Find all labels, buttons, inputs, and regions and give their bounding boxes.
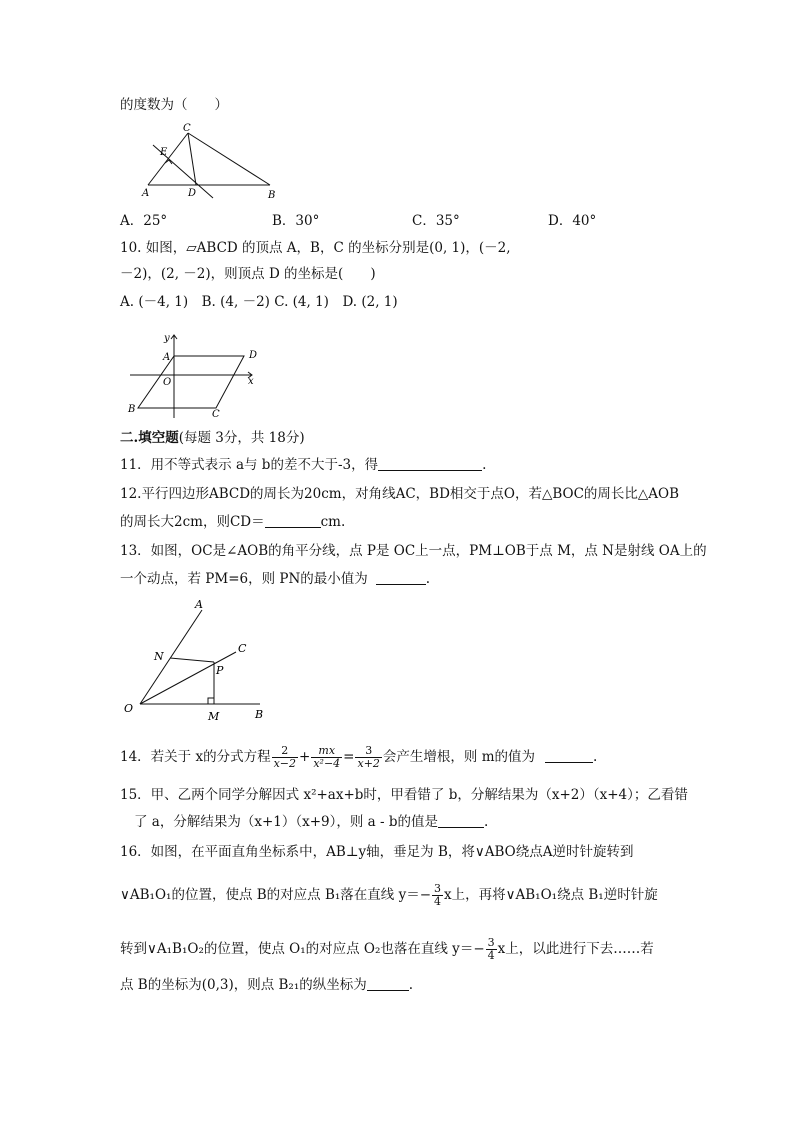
- q12-line2-text: 的周长大2cm，则CD＝: [120, 514, 265, 530]
- section2-title: 二.填空题: [120, 430, 179, 446]
- q13-line2: [120, 569, 430, 589]
- q13-label-m: M: [208, 710, 220, 723]
- q13-end: .: [425, 571, 431, 587]
- q14-f3-num: 3: [355, 745, 381, 758]
- q11-text: 11．用不等式表示 a与 b的差不大于-3，得: [120, 457, 379, 473]
- q9-choice-c[interactable]: C．35°: [412, 213, 460, 229]
- section2-note: (每题 3分，共 18分): [178, 430, 305, 446]
- q16-line2-text: ∨AB₁O₁的位置，使点 B的对应点 B₁落在直线 y＝−: [120, 887, 432, 903]
- q10-label-o: O: [163, 377, 172, 388]
- q16-frac2-num: 3: [487, 936, 495, 949]
- q13-label-p: P: [216, 664, 224, 677]
- q14-fraction-3: [355, 745, 381, 770]
- q16-line4: [120, 975, 413, 995]
- q10-label-x: x: [248, 376, 254, 387]
- q15-line1: 15．甲、乙两个同学分解因式 x²+ax+b时，甲看错了 b，分解结果为（x+2）（x+4）；乙看错: [120, 787, 688, 803]
- q10-label-c: C: [212, 409, 220, 420]
- q16-fraction-2: [486, 937, 497, 962]
- q16-end: .: [408, 977, 414, 993]
- q12-blank[interactable]: [265, 513, 321, 528]
- q15-line2: [134, 812, 488, 832]
- q16-line3: [120, 934, 654, 964]
- q13-label-b: B: [255, 708, 264, 721]
- q14-f1-den: x−2: [273, 757, 297, 770]
- q14-f1-num: 2: [272, 745, 298, 758]
- q13-figure: [120, 596, 280, 726]
- q11-end: .: [482, 457, 487, 473]
- q14-blank[interactable]: [545, 748, 593, 763]
- q10-label-d: D: [249, 350, 258, 361]
- q10-line1: 10. 如图，▱ABCD 的顶点 A，B，C 的坐标分别是(0, 1)，(－2,: [120, 240, 511, 256]
- q10-line2: －2)，(2, －2)，则顶点 D 的坐标是( ): [120, 266, 376, 282]
- q9-tail: 的度数为（ ）: [120, 97, 228, 113]
- q14-end: .: [593, 749, 598, 765]
- q12-line2: [120, 512, 345, 532]
- q16-line3-text: 转到∨A₁B₁O₂的位置，使点 O₁的对应点 O₂也落在直线 y＝−: [120, 941, 485, 957]
- q11-blank[interactable]: [378, 456, 482, 471]
- q9-label-e: E: [160, 147, 168, 158]
- q14: [120, 742, 597, 772]
- q13-label-c: C: [238, 642, 247, 655]
- q14-fraction-2: [311, 745, 342, 770]
- q14-equals: =: [343, 749, 355, 765]
- q16-line3-rest: x上，以此进行下去……若: [497, 941, 654, 957]
- q13-label-o: O: [124, 702, 134, 715]
- q16-blank[interactable]: [367, 976, 409, 991]
- q10-figure: [120, 330, 270, 422]
- q12-unit: cm.: [320, 514, 346, 530]
- q15-line2-text: 了 a，分解结果为（x+1）（x+9），则 a - b的值是: [134, 814, 438, 830]
- q13-label-a: A: [195, 598, 203, 611]
- q14-f2-den: x²−4: [313, 757, 341, 770]
- section2-heading: [120, 428, 305, 448]
- q16-frac2-den: 4: [487, 949, 495, 962]
- q10-label-b: B: [128, 404, 136, 415]
- q9-label-d: D: [188, 188, 197, 199]
- q9-figure: [138, 122, 288, 202]
- q9-label-a: A: [142, 188, 150, 199]
- q16-line1: 16．如图，在平面直角坐标系中，AB⊥y轴，垂足为 B，将∨ABO绕点A逆时针旋转到: [120, 844, 634, 860]
- q9-choice-a[interactable]: A．25°: [120, 213, 168, 229]
- q15-blank[interactable]: [438, 813, 484, 828]
- q13-line2-text: 一个动点，若 PM=6，则 PN的最小值为: [120, 571, 368, 587]
- q16-line2: [120, 880, 658, 910]
- q13-line1: 13．如图，OC是∠AOB的角平分线，点 P是 OC上一点，PM⊥OB于点 M，点 N是射线 OA上的: [120, 543, 707, 559]
- q10-choices[interactable]: A. (－4, 1) B. (4, －2) C. (4, 1) D. (2, 1): [120, 294, 398, 310]
- q9-label-c: C: [183, 123, 191, 134]
- q14-f3-den: x+2: [357, 757, 380, 770]
- q9-choice-b[interactable]: B．30°: [272, 213, 320, 229]
- q13-label-n: N: [154, 650, 164, 663]
- q10-label-y: y: [164, 333, 170, 344]
- q12-line1: 12.平行四边形ABCD的周长为20cm，对角线AC，BD相交于点O，若△BOC的周长比△AOB: [120, 486, 680, 502]
- q14-pre: 14．若关于 x的分式方程: [120, 749, 271, 765]
- q16-frac1-num: 3: [434, 882, 442, 895]
- q15-end: .: [484, 814, 489, 830]
- q9-choices: [120, 211, 680, 231]
- q13-blank[interactable]: [376, 570, 426, 585]
- q9-label-b: B: [268, 190, 276, 201]
- q14-fraction-1: [272, 745, 298, 770]
- q16-line4-text: 点 B的坐标为(0,3)，则点 B₂₁的纵坐标为: [120, 977, 367, 993]
- q9-choice-d[interactable]: D．40°: [548, 213, 597, 229]
- q11: [120, 455, 486, 475]
- q10-label-a: A: [163, 352, 171, 363]
- q14-post: 会产生增根，则 m的值为: [382, 749, 535, 765]
- q14-f2-num: mx: [311, 745, 342, 758]
- q16-line2-rest: x上，再将∨AB₁O₁绕点 B₁逆时针旋: [444, 887, 658, 903]
- q16-fraction-1: [432, 883, 443, 908]
- q16-frac1-den: 4: [434, 895, 442, 908]
- q14-plus: +: [299, 749, 311, 765]
